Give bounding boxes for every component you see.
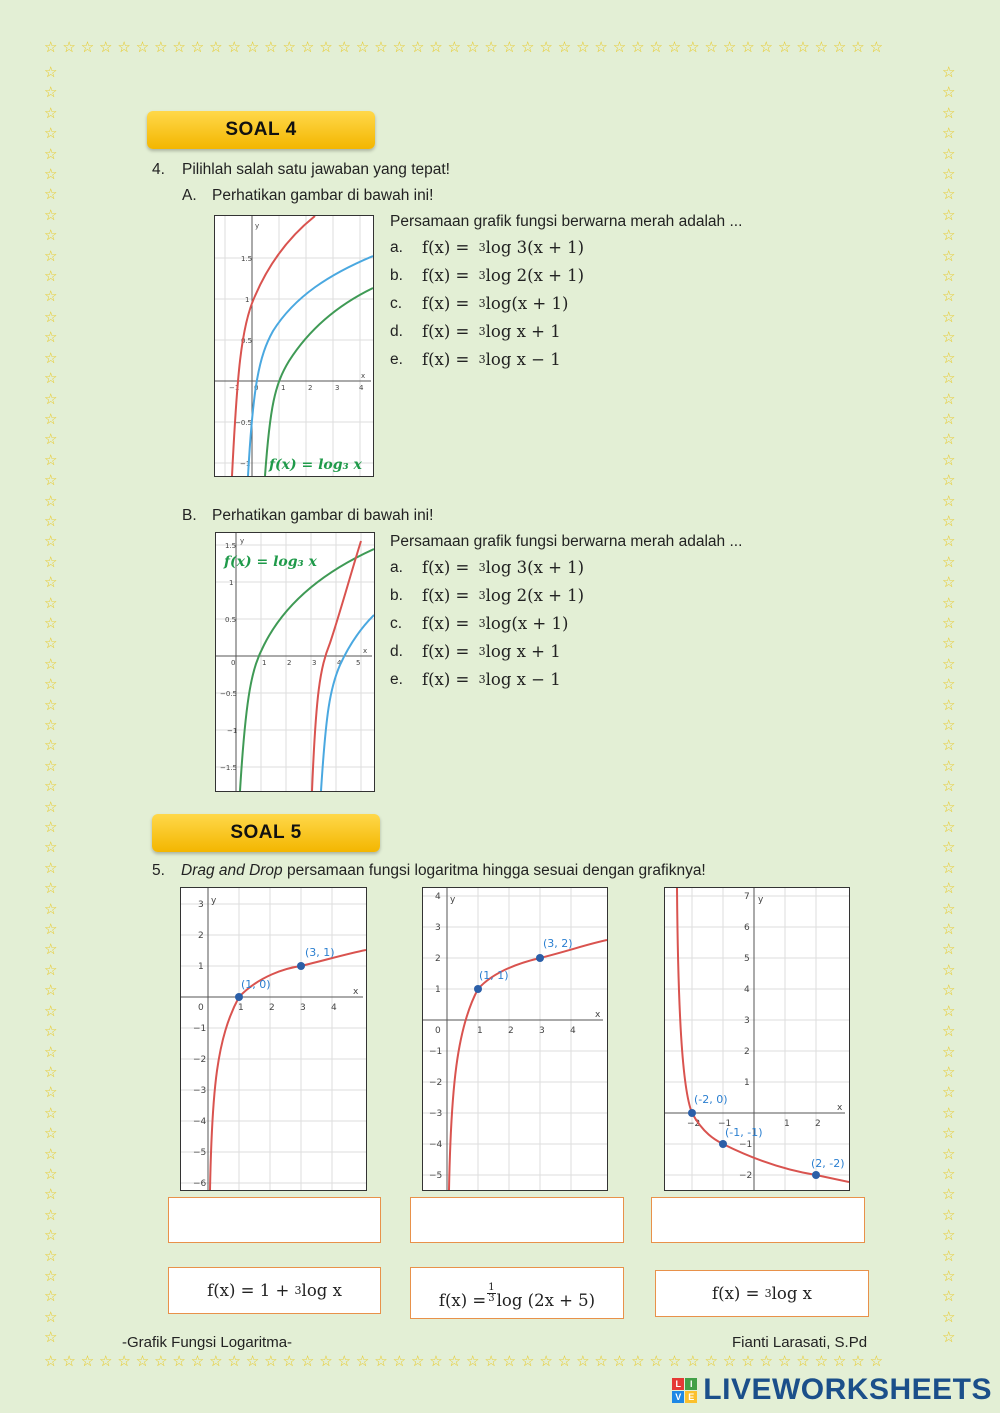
graph-a-label: f(x) = log₃ x [269,457,362,473]
drop-zone-3[interactable] [651,1197,865,1243]
part-a-option-rhs: log x + 1 [485,322,561,341]
liveworksheets-brand [672,1373,992,1407]
svg-text:−2: −2 [687,1119,701,1129]
svg-text:−0.5: −0.5 [220,690,237,698]
svg-text:3: 3 [435,923,441,933]
svg-text:−5: −5 [429,1171,443,1181]
svg-text:3: 3 [744,1016,750,1026]
logo-tile-l: L [672,1378,684,1390]
part-a-option-lhs: f(x) = [422,238,475,257]
graph-part-a-svg [215,216,373,476]
svg-text:−2: −2 [739,1171,753,1181]
svg-text:1: 1 [784,1119,790,1129]
part-b-option-rhs: log x + 1 [485,642,561,661]
svg-text:−2: −2 [193,1055,207,1065]
part-a-option-lhs: f(x) = [422,322,475,341]
part-a-option-lhs: f(x) = [422,294,475,313]
svg-text:2: 2 [508,1026,514,1036]
soal-5-header [152,814,380,852]
drag-graph-2 [422,887,608,1191]
drag-card-2-lhs: f(x) = [438,1290,487,1310]
part-a-option-letter: c. [390,294,403,312]
part-a-option-letter: b. [390,266,403,284]
part-b-option-base: 3 [478,589,486,602]
svg-text:2: 2 [269,1003,275,1013]
part-b-option-rhs: log 3(x + 1) [485,558,585,577]
part-b-option-d[interactable] [390,642,561,661]
svg-text:3: 3 [335,384,340,392]
drag-card-3-rhs: log x [771,1284,812,1303]
graph-part-b-svg [216,533,374,791]
svg-text:7: 7 [744,892,750,902]
svg-text:x: x [361,372,366,380]
svg-text:y: y [211,896,217,906]
svg-text:4: 4 [744,985,750,995]
drag-card-1[interactable] [168,1267,381,1314]
part-b-option-a[interactable] [390,558,584,577]
drag-graph-1-point-2: (3, 1) [305,946,335,959]
part-a-option-letter: e. [390,350,403,368]
part-b-option-lhs: f(x) = [422,558,475,577]
svg-text:2: 2 [287,659,292,667]
svg-text:4: 4 [570,1026,576,1036]
drag-card-3[interactable] [655,1270,869,1317]
question-5-text [181,862,706,880]
star-border-left: ☆ ☆ ☆ ☆ ☆ ☆ ☆ ☆ ☆ ☆ ☆ ☆ ☆ ☆ ☆ ☆ ☆ ☆ ☆ ☆ ☆ ☆ ☆ ☆ ☆ ☆ ☆ ☆ ☆ ☆ ☆ ☆ ☆ ☆ ☆ ☆ ☆ ☆ ☆ ☆ ☆ ☆ ☆ ☆ ☆ ☆ ☆ ☆ ☆ ☆ ☆ ☆ ☆ ☆ ☆ ☆ ☆ ☆ ☆ ☆ ☆ ☆ ☆ [44,63,58,1347]
part-a-option-rhs: log(x + 1) [485,294,569,313]
part-a-option-letter: d. [390,322,403,340]
part-b-prompt: Persamaan grafik fungsi berwarna merah adalah ... [390,533,743,550]
svg-text:4: 4 [331,1003,337,1013]
part-a-option-base: 3 [478,353,486,366]
graph-b-label: f(x) = log₃ x [224,554,317,570]
star-border-top: ☆☆☆☆☆☆☆☆☆☆☆☆☆☆☆☆☆☆☆☆☆☆☆☆☆☆☆☆☆☆☆☆☆☆☆☆☆☆☆☆☆☆☆☆☆☆ [44,38,888,56]
soal-5-title: SOAL 5 [230,822,302,843]
part-a-option-rhs: log 2(x + 1) [485,266,585,285]
question-5-number: 5. [152,862,165,879]
svg-text:1: 1 [245,296,250,304]
part-a-option-d[interactable] [390,322,561,341]
part-b-option-rhs: log 2(x + 1) [485,586,585,605]
svg-text:0.5: 0.5 [241,337,253,345]
part-a-option-rhs: log 3(x + 1) [485,238,585,257]
drag-card-1-base: 3 [294,1284,302,1297]
drag-graph-2-point-1: (1, 1) [479,969,509,982]
part-b-instruction: Perhatikan gambar di bawah ini! [212,507,434,524]
part-a-option-c[interactable] [390,294,568,313]
svg-text:y: y [450,895,456,905]
svg-text:1: 1 [281,384,286,392]
drag-graph-1 [180,887,367,1191]
svg-text:1: 1 [238,1003,244,1013]
drag-card-2[interactable] [410,1267,624,1319]
part-a-option-a[interactable] [390,238,584,257]
svg-text:0.5: 0.5 [225,616,237,624]
drop-zone-1[interactable] [168,1197,381,1243]
part-b-option-rhs: log(x + 1) [485,614,569,633]
part-b-option-letter: e. [390,670,403,688]
svg-text:0: 0 [198,1003,204,1013]
svg-text:3: 3 [300,1003,306,1013]
svg-text:1: 1 [477,1026,483,1036]
part-a-option-e[interactable] [390,350,561,369]
svg-text:−0.5: −0.5 [235,419,252,427]
svg-text:1: 1 [744,1078,750,1088]
footer-right: Fianti Larasati, S.Pd [732,1334,868,1351]
svg-text:−2: −2 [429,1078,443,1088]
part-b-option-letter: d. [390,642,403,660]
svg-text:x: x [363,647,368,655]
part-b-option-base: 3 [478,617,486,630]
soal-4-header [147,111,375,149]
svg-text:1: 1 [435,985,441,995]
drag-graph-3-point-1: (-2, 0) [694,1093,728,1106]
drag-graph-2-point-2: (3, 2) [543,937,573,950]
svg-text:−1.5: −1.5 [220,764,237,772]
drag-card-2-base-den: 3 [488,1292,495,1304]
svg-text:y: y [240,537,245,545]
drag-card-1-lhs: f(x) = 1 + [207,1281,290,1300]
svg-text:x: x [595,1010,601,1020]
svg-text:6: 6 [744,923,750,933]
drag-graph-1-point-1: (1, 0) [241,978,271,991]
part-a-option-lhs: f(x) = [422,350,475,369]
logo-tile-e: E [685,1391,697,1403]
drag-graph-3-svg [665,888,849,1190]
svg-text:−4: −4 [429,1140,443,1150]
star-border-bottom: ☆☆☆☆☆☆☆☆☆☆☆☆☆☆☆☆☆☆☆☆☆☆☆☆☆☆☆☆☆☆☆☆☆☆☆☆☆☆☆☆☆☆☆☆☆☆ [44,1352,888,1370]
part-a-option-base: 3 [478,325,486,338]
part-b-option-b[interactable] [390,586,584,605]
graph-part-a [214,215,374,477]
svg-text:2: 2 [198,931,204,941]
drag-graph-3-point-2: (-1, -1) [725,1126,763,1139]
svg-text:−1: −1 [227,727,238,735]
liveworksheets-brand-name: LIVEWORKSHEETS [703,1373,992,1406]
drag-graph-1-svg [181,888,366,1190]
drag-card-1-rhs: log x [301,1281,342,1300]
svg-text:3: 3 [539,1026,545,1036]
part-a-option-base: 3 [478,269,486,282]
drag-graph-3-point-3: (2, -2) [811,1157,845,1170]
drag-graph-3 [664,887,850,1191]
part-b-option-lhs: f(x) = [422,586,475,605]
part-b-option-lhs: f(x) = [422,642,475,661]
drag-card-2-base-fraction [487,1283,495,1304]
part-b-option-rhs: log x − 1 [485,670,561,689]
svg-text:5: 5 [356,659,361,667]
svg-text:−5: −5 [193,1148,207,1158]
part-b-option-letter: c. [390,614,403,632]
part-b-option-c[interactable] [390,614,568,633]
svg-text:0: 0 [254,384,259,392]
svg-text:2: 2 [435,954,441,964]
svg-text:4: 4 [337,659,342,667]
part-a-instruction: Perhatikan gambar di bawah ini! [212,187,434,204]
svg-text:0: 0 [435,1026,441,1036]
part-b-option-e[interactable] [390,670,561,689]
part-a-option-base: 3 [478,241,486,254]
part-a-prompt: Persamaan grafik fungsi berwarna merah adalah ... [390,213,743,230]
part-b-option-letter: b. [390,586,403,604]
svg-text:−1: −1 [240,460,251,468]
svg-text:−1: −1 [229,384,240,392]
liveworksheets-logo-icon [672,1378,697,1403]
svg-text:2: 2 [744,1047,750,1057]
logo-tile-i: I [685,1378,697,1390]
star-border-right: ☆ ☆ ☆ ☆ ☆ ☆ ☆ ☆ ☆ ☆ ☆ ☆ ☆ ☆ ☆ ☆ ☆ ☆ ☆ ☆ ☆ ☆ ☆ ☆ ☆ ☆ ☆ ☆ ☆ ☆ ☆ ☆ ☆ ☆ ☆ ☆ ☆ ☆ ☆ ☆ ☆ ☆ ☆ ☆ ☆ ☆ ☆ ☆ ☆ ☆ ☆ ☆ ☆ ☆ ☆ ☆ ☆ ☆ ☆ ☆ ☆ ☆ ☆ [942,63,956,1347]
svg-text:−6: −6 [193,1179,207,1189]
svg-text:2: 2 [308,384,313,392]
part-b-option-base: 3 [478,673,486,686]
part-b-letter: B. [182,507,197,524]
svg-text:1.5: 1.5 [241,255,253,263]
footer-left: -Grafik Fungsi Logaritma- [122,1334,293,1351]
svg-text:−1: −1 [739,1140,753,1150]
svg-text:x: x [353,987,359,997]
svg-text:−3: −3 [429,1109,443,1119]
part-a-option-lhs: f(x) = [422,266,475,285]
question-4-number: 4. [152,161,165,178]
drag-graph-2-svg [423,888,607,1190]
svg-text:−3: −3 [193,1086,207,1096]
svg-text:3: 3 [198,900,204,910]
part-a-option-letter: a. [390,238,403,256]
part-b-option-lhs: f(x) = [422,670,475,689]
drag-card-3-base: 3 [764,1287,772,1300]
drag-card-2-rhs: log (2x + 5) [496,1290,596,1310]
question-5-rest: persamaan fungsi logaritma hingga sesuai dengan grafiknya! [282,862,706,879]
soal-4-title: SOAL 4 [225,119,297,140]
svg-text:3: 3 [312,659,317,667]
part-b-option-base: 3 [478,561,486,574]
svg-text:1: 1 [198,962,204,972]
svg-text:1: 1 [262,659,267,667]
drop-zone-2[interactable] [410,1197,624,1243]
logo-tile-v: V [672,1391,684,1403]
svg-text:y: y [255,222,260,230]
part-a-option-base: 3 [478,297,486,310]
svg-text:−4: −4 [193,1117,207,1127]
svg-text:0: 0 [231,659,236,667]
part-a-letter: A. [182,187,197,204]
svg-text:x: x [837,1103,843,1113]
part-b-option-lhs: f(x) = [422,614,475,633]
part-b-option-base: 3 [478,645,486,658]
svg-text:−1: −1 [718,1119,732,1129]
part-a-option-b[interactable] [390,266,584,285]
question-4-text: Pilihlah salah satu jawaban yang tepat! [182,161,450,178]
svg-text:2: 2 [815,1119,821,1129]
part-b-option-letter: a. [390,558,403,576]
svg-text:−1: −1 [193,1024,207,1034]
svg-text:4: 4 [359,384,364,392]
drag-card-3-lhs: f(x) = [712,1284,760,1303]
part-a-option-rhs: log x − 1 [485,350,561,369]
svg-text:4: 4 [435,892,441,902]
graph-part-b [215,532,375,792]
drag-card-2-base-num: 1 [488,1281,495,1293]
svg-text:1: 1 [229,579,234,587]
svg-text:5: 5 [744,954,750,964]
svg-text:1.5: 1.5 [225,542,237,550]
question-5-italic: Drag and Drop [181,862,283,879]
svg-text:−1: −1 [429,1047,443,1057]
svg-text:y: y [758,895,764,905]
